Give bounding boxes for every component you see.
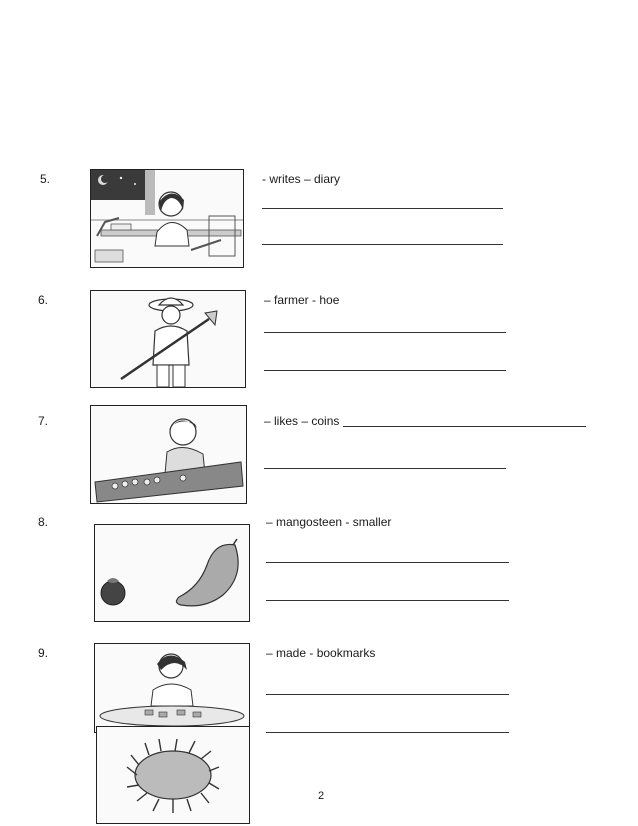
item-6-answer-line-2[interactable] [264,370,506,371]
item-8-answer-line-1[interactable] [266,562,509,563]
item-9-answer-line-2[interactable] [266,732,509,733]
item-9-picture [94,643,250,733]
item-6-answer-line-1[interactable] [264,332,506,333]
rambutan-picture [96,726,250,824]
item-7-prompt: – likes – coins [264,414,340,428]
item-8-prompt: – mangosteen - smaller [266,515,392,529]
girl-writing-diary-illustration [91,170,243,267]
item-9-prompt: – made - bookmarks [266,646,376,660]
item-5-answer-line-1[interactable] [262,208,503,209]
item-5-prompt: - writes – diary [262,172,341,186]
item-8-picture [94,524,250,622]
item-6-prompt: – farmer - hoe [264,293,340,307]
mangosteen-and-mango-illustration [95,525,249,621]
item-6-number: 6. [38,293,49,307]
item-5-answer-line-2[interactable] [262,244,503,245]
item-8-answer-line-2[interactable] [266,600,509,601]
item-7-number: 7. [38,414,49,428]
item-8-number: 8. [38,515,49,529]
item-7-answer-line-2[interactable] [264,468,506,469]
item-5-picture [90,169,244,268]
item-9-number: 9. [38,646,49,660]
farmer-with-hoe-illustration [91,291,245,387]
item-5-number: 5. [40,172,51,186]
item-7-picture [90,405,247,504]
rambutan-illustration [97,727,249,823]
boy-with-coins-illustration [91,406,246,503]
page-number: 2 [318,790,325,802]
item-9-answer-line-1[interactable] [266,694,509,695]
item-7-answer-line-1[interactable] [343,426,586,427]
girl-making-bookmarks-illustration [95,644,249,732]
item-6-picture [90,290,246,388]
